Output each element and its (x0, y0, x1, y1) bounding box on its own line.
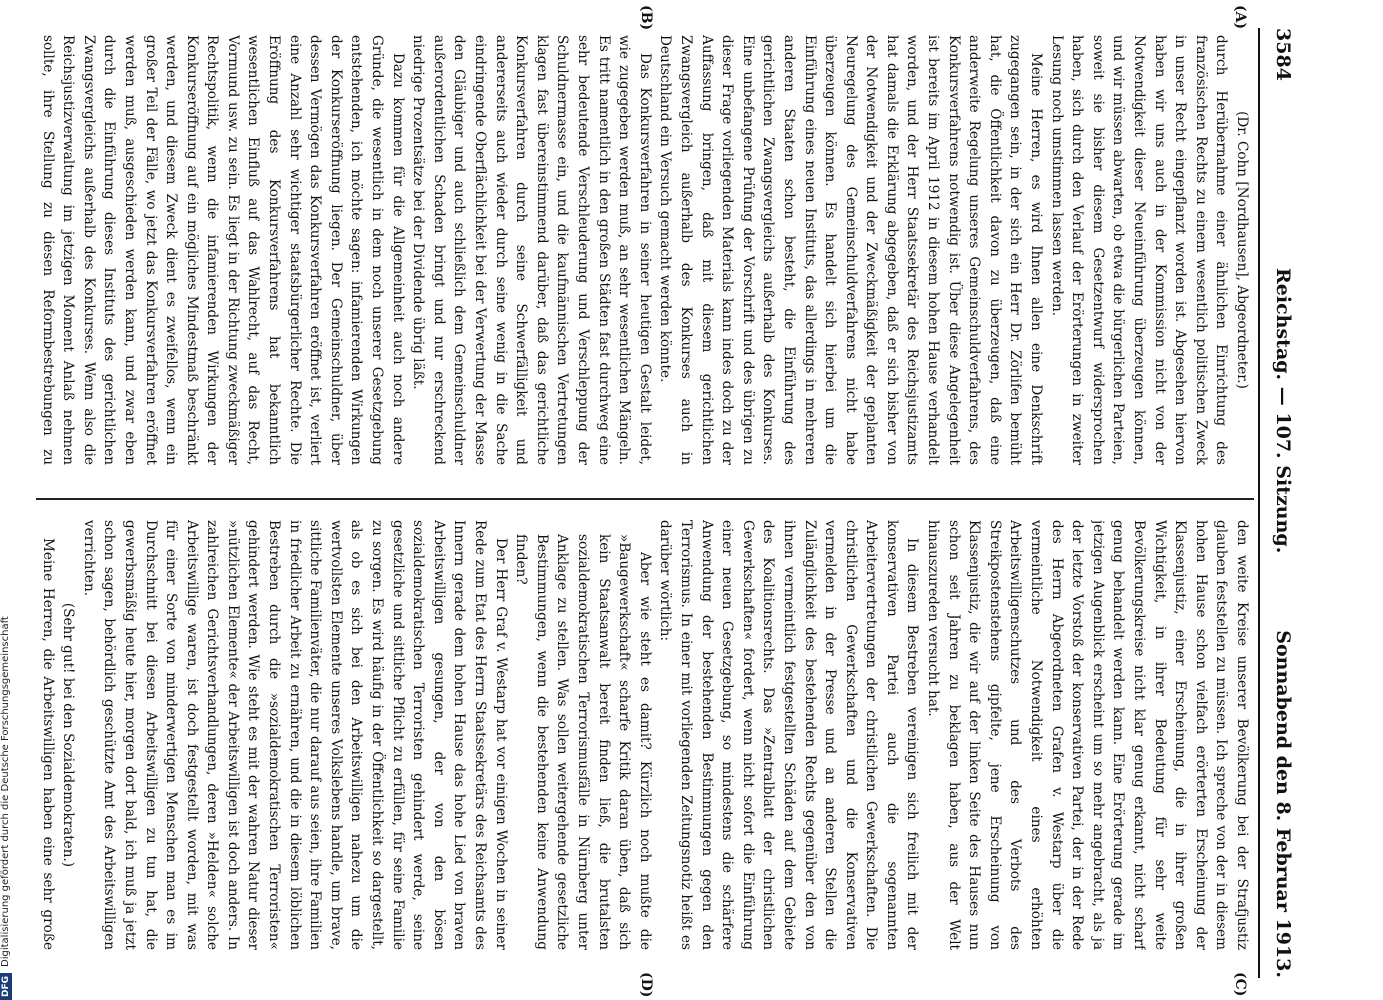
page-number: 3584 (1272, 28, 1294, 81)
header-title: Reichstag. — 107. Sitzung. (1272, 268, 1294, 554)
page-header (1264, 28, 1294, 978)
paragraph: durch Herübernahme einer ähnlichen Einrichtung des französischen Rechts zu einem wesentlich politischen Zweck in unser Recht eingepflanzt worden ist. Abgesehen hiervon haben wir uns auch in der Kommission nicht von der Notwendigkeit dieser Neueinführung überzeugen können, und wir müssen abwarten, ob etwa die bürgerlichen Parteien, soweit sie bisher diesem Gesetzentwurf widersprochen haben, sich durch den Verlauf der Erörterungen in zweiter Lesung noch umstimmen lassen werden. (1048, 35, 1230, 465)
quote-paragraph: Aber wie steht es damit? Kürzlich noch mußte die »Baugewerkschaft« scharfe Kritik daran üben, daß sich kein Staatsanwalt bereit finden ließ, die brutalsten sozialdemokratischen Terrorismusfälle in Nürnberg unter Anklage zu stellen. Was sollen weitergehende gesetzliche Bestimmungen, wenn die bestehenden keine Anwendung finden? (513, 534, 653, 950)
paragraph: Meine Herren, die Arbeitswilligen haben eine sehr große (39, 538, 56, 950)
paragraph: Der Herr Graf v. Westarp hat vor einigen Wochen in seiner Rede zum Etat des Herrn Staatssekretärs des Reichsamts des Innern gerade dem hohen Hause das hohe Lied von braven Arbeitswilligen gesungen, der von den bösen sozialdemokratischen Terroristen gehindert werde, seine gesetzliche und sittliche Pflicht zu erfüllen, für seine Familie zu sorgen. Es wird häufig in der Öffentlichkeit so dargestellt, als ob es sich bei den Arbeitswilligen nahezu um die wertvollsten Elemente unseres Volkslebens handle, um brave, sittliche Familienväter, die nur darauf aus seien, ihre Familien in friedlicher Arbeit zu ernähren, und die in diesem löblichen Bestreben durch die »sozialdemokratischen Terroristen« gehindert werden. Wie steht es mit der wahren Natur dieser »nützlichen Elemente« der Arbeitswilligen ist doch anders. In zahlreichen Gerichtsverhandlungen, deren »Helden« solche Arbeitswillige waren, ist doch festgestellt worden, mit was für einer Sorte von minderwertigen Menschen man es im Durchschnitt bei diesen Arbeitswilligen zu tun hat, die gewerbsmäßig heute hier, morgen dort bald, ich muß ja jetzt schon sagen, behördlich geschützte Amt des Arbeitswilligen verrichten. (80, 520, 509, 950)
right-column (37, 520, 1252, 950)
left-column (37, 35, 1252, 465)
margin-marker-c: (C) (1232, 972, 1248, 997)
paragraph: Meine Herren, es wird Ihnen allen eine Denkschrift zugegangen sein, in der sich ein Herr Dr. Zörlifen bemüht hat, die Öffentlichkeit davon zu überzeugen, daß eine anderweite Regelung unseres Gemeinschuldverfahrens, des Konkursverfahrens notwendig ist. Über diese Angelegenheit ist bereits im April 1912 in diesem hohen Hause verhandelt worden, und der Herr Staatssekretär des Reichsjustizamts hat damals die Erklärung abgegeben, daß er sich bisher von der Notwendigkeit und der Zweckmäßigkeit der geplanten Neuregelung des Gemeinschuldverfahrens nicht habe überzeugen können. Es handelt sich hierbei um die Einführung eines neuen Instituts, das allerdings in mehreren anderen Staaten schon besteht, die Einführung des gerichtlichen Zwangsvergleichs außerhalb des Konkurses. Eine unbefangene Prüfung der Vorschrift und des übrigen zu dieser Frage vorliegenden Materials kann indes doch zu der Auffassung bringen, daß mit diesem gerichtlichen Zwangsvergleich außerhalb des Konkurses auch in Deutschland ein Versuch gemacht werden könnte. (657, 35, 1045, 465)
margin-marker-b: (B) (638, 5, 654, 31)
header-date: Sonnabend den 8. Februar 1913. (1272, 630, 1294, 978)
paragraph: In diesem Bestreben vereinigen sich freilich mit der konservativen Partei auch die sogenannten Arbeitervertretungen der christlichen Gewerkschaften. Die christlichen Gewerkschaften und die Konservativen vermelden in der Presse und an anderen Stellen die Zulänglichkeit des bestehenden Rechts gegenüber den von ihnen vermeintlich festgestellten Schäden auf dem Gebiete des Koalitionsrechts. Das »Zentralblatt der christlichen Gewerkschaften« fordert, wenn nicht sofort die Einführung einer neuen Gesetzgebung, so mindestens die schärfere Anwendung der bestehenden Bestimmungen gegen den Terrorismus. In einer mit vorliegenden Zeitungsnotiz heißt es darüber wörtlich: (657, 520, 921, 950)
rotated-page (30, 0, 1300, 1000)
paragraph: Das Konkursverfahren in seiner heutigen Gestalt leidet, wie zugegeben werden muß, an sehr wesentlichen Mängeln. Es tritt namentlich in den großen Städten fast durchweg eine sehr bedeutende Verschleuderung und Verschleppung der Schuldnermasse ein, und die kaufmännischen Vertretungen klagen fast übereinstimmend darüber, daß das gerichtliche Konkursverfahren durch seine Schwerfälligkeit und andererseits auch wieder durch seine wenig in die Sache eindringende Oberflächlichkeit bei der Verwertung der Masse den Gläubiger und auch schließlich dem Gemeinschuldner außerordentlichen Schaden bringt und nur erschreckend niedrige Prozentsätze bei der Dividende übrig läßt. (410, 35, 653, 465)
paragraph: Dazu kommen für die Allgemeinheit auch noch andere Gründe, die wesentlich in dem noch unserer Gesetzgebung entstehenden, ich möchte sagen: infamierenden Wirkungen der Konkurseröffnung liegen. Der Gemeinschuldner, über dessen Vermögen das Konkursverfahren eröffnet ist, verliert eine Anzahl sehr wichtiger staatsbürgerlicher Rechte. Die Eröffnung des Konkursverfahrens hat bekanntlich wesentlichen Einfluß auf das Wahlrecht, auf das Recht, Vormund usw. zu sein. Es liegt in der Richtung zweckmäßiger Rechtspolitik, wenn die infamierenden Wirkungen der Konkurseröffnung auf ein mögliches Mindestmaß beschränkt werden, und diesem Zweck dient es zweifellos, wenn ein großer Teil der Fälle, wo jetzt das Konkursverfahren eröffnet werden muß, ausgeschieden werden kann, und zwar eben durch die Einführung dieses Instituts des gerichtlichen Zwangsvergleichs außerhalb des Konkurses. Wenn also die Reichsjustizverwaltung im jetzigen Moment Anlaß nehmen sollte, ihre Stellung zu diesen Reformbestrebungen zu (39, 35, 406, 465)
header-rule (1258, 28, 1260, 978)
interjection: (Sehr gut! bei den Sozialdemokraten.) (60, 602, 77, 868)
speaker-label: (Dr. Cohn [Nordhausen], Abgeordneter.) (1234, 111, 1250, 389)
column-divider (36, 498, 1254, 500)
dfg-logo: DFG (0, 973, 12, 1000)
margin-marker-d: (D) (638, 972, 654, 998)
paragraph: den weite Kreise unserer Bevölkerung bei der Strafjustiz glauben feststellen zu müssen. Ich spreche von der in diesem hohen Hause schon vielfach erörterten Erscheinung der Klassenjustiz, einer Erscheinung, die in ihrer großen Wichtigkeit, in ihrer Bedeutung für sehr weite Bevölkerungskreise nicht klar genug erkannt, nicht scharf genug behandelt werden kann. Eine Erörterung gerade im jetzigen Augenblick erscheint um so mehr angebracht, als ja der letzte Vorstoß der konservativen Partei, der in der Rede des Herrn Abgeordneten Grafen v. Westarp über die vermeintliche Notwendigkeit eines erhöhten Arbeitswilligenschutzes und des Verbots des Streikpostenstehens gipfelte, jene Erscheinung von Klassenjustiz, die wir auf der linken Seite des Hauses nun schon seit Jahren zu beklagen haben, aus der Welt hinauszureden versucht hat. (925, 520, 1250, 950)
credit-text: Digitalisierung gefördert durch die Deutsche Forschungsgemeinschaft (0, 616, 11, 967)
digitization-credit (0, 616, 12, 1000)
margin-marker-a: (A) (1232, 5, 1248, 30)
